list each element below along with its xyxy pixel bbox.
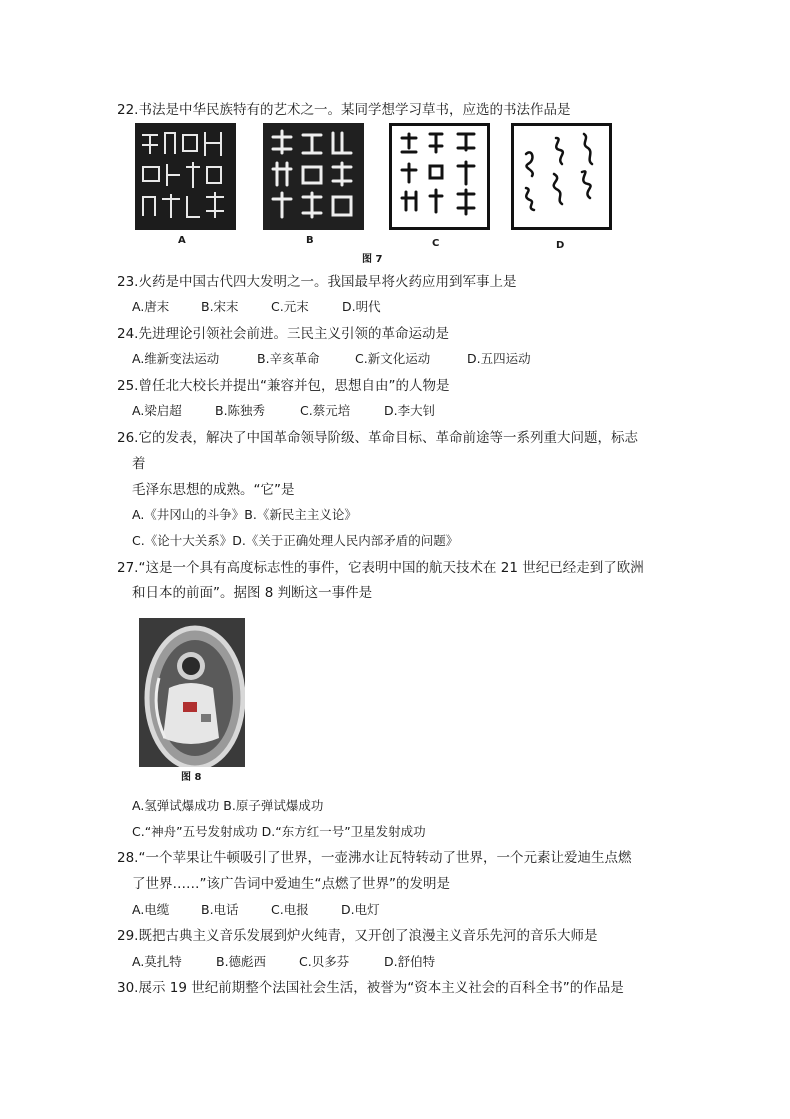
q24-option-a[interactable]: A.维新变法运动 [132, 351, 220, 366]
spacecraft-hatch-photo [139, 618, 245, 767]
calligraphy-a-image [135, 123, 236, 230]
q23-option-c[interactable]: C.元末 [271, 299, 309, 314]
q27-stem-line2: 和日本的前面”。据图 8 判断这一事件是 [132, 585, 373, 601]
q24-option-c[interactable]: C.新文化运动 [355, 351, 431, 366]
clerical-script-rubbing [263, 123, 364, 230]
figure-7-caption: 图 7 [362, 254, 383, 265]
q25-option-a[interactable]: A.梁启超 [132, 403, 182, 418]
q29-option-c[interactable]: C.贝多芬 [299, 954, 350, 969]
q26-options-row2[interactable]: C.《论十大关系》D.《关于正确处理人民内部矛盾的问题》 [132, 533, 459, 548]
q25-stem: 25.曾任北大校长并提出“兼容并包，思想自由”的人物是 [117, 378, 450, 394]
q28-stem-line1: 28.“一个苹果让牛顿吸引了世界，一壶沸水让瓦特转动了世界，一个元素让爱迪生点燃 [117, 850, 632, 866]
astronaut-photo [139, 618, 245, 767]
q27-stem-line1: 27.“这是一个具有高度标志性的事件，它表明中国的航天技术在 21 世纪已经走到了欧洲 [117, 560, 644, 576]
label-d: D [556, 240, 565, 251]
q28-option-d[interactable]: D.电灯 [341, 902, 380, 917]
q28-option-a[interactable]: A.电缆 [132, 902, 170, 917]
calligraphy-d-image [511, 123, 612, 230]
q30-stem: 30.展示 19 世纪前期整个法国社会生活，被誉为“资本主义社会的百科全书”的作品是 [117, 980, 624, 996]
q24-option-b[interactable]: B.辛亥革命 [257, 351, 320, 366]
q25-option-c[interactable]: C.蔡元培 [300, 403, 351, 418]
q27-options-row1[interactable]: A.氢弹试爆成功 B.原子弹试爆成功 [132, 798, 324, 813]
q23-option-b[interactable]: B.宋末 [201, 299, 239, 314]
figure-8-caption: 图 8 [181, 772, 202, 783]
q22-stem: 22.书法是中华民族特有的艺术之一。某同学想学习草书，应选的书法作品是 [117, 102, 571, 118]
label-a: A [178, 235, 186, 246]
q28-option-b[interactable]: B.电话 [201, 902, 239, 917]
label-b: B [306, 235, 314, 246]
cursive-script-sample [514, 126, 609, 227]
q26-stem-line3: 毛泽东思想的成熟。“它”是 [132, 482, 295, 498]
label-c: C [432, 238, 440, 249]
q23-option-d[interactable]: D.明代 [342, 299, 381, 314]
q26-options-row1[interactable]: A.《井冈山的斗争》B.《新民主主义论》 [132, 507, 357, 522]
q24-stem: 24.先进理论引领社会前进。三民主义引领的革命运动是 [117, 326, 449, 342]
seal-script-rubbing [135, 123, 236, 230]
q23-option-a[interactable]: A.唐末 [132, 299, 170, 314]
q28-option-c[interactable]: C.电报 [271, 902, 309, 917]
q29-option-d[interactable]: D.舒伯特 [384, 954, 436, 969]
q28-stem-line2: 了世界……”该广告词中爱迪生“点燃了世界”的发明是 [132, 876, 450, 892]
q29-option-b[interactable]: B.德彪西 [216, 954, 267, 969]
q24-option-d[interactable]: D.五四运动 [467, 351, 531, 366]
q27-options-row2[interactable]: C.“神舟”五号发射成功 D.“东方红一号”卫星发射成功 [132, 824, 426, 839]
q26-stem-line1: 26.它的发表，解决了中国革命领导阶级、革命目标、革命前途等一系列重大问题，标志 [117, 430, 638, 446]
q25-option-b[interactable]: B.陈独秀 [215, 403, 266, 418]
regular-script-sample [392, 126, 487, 227]
q29-stem: 29.既把古典主义音乐发展到炉火纯青，又开创了浪漫主义音乐先河的音乐大师是 [117, 928, 598, 944]
calligraphy-b-image [263, 123, 364, 230]
q23-stem: 23.火药是中国古代四大发明之一。我国最早将火药应用到军事上是 [117, 274, 517, 290]
calligraphy-c-image [389, 123, 490, 230]
q25-option-d[interactable]: D.李大钊 [384, 403, 436, 418]
q29-option-a[interactable]: A.莫扎特 [132, 954, 182, 969]
q26-stem-line2: 着 [132, 456, 146, 472]
